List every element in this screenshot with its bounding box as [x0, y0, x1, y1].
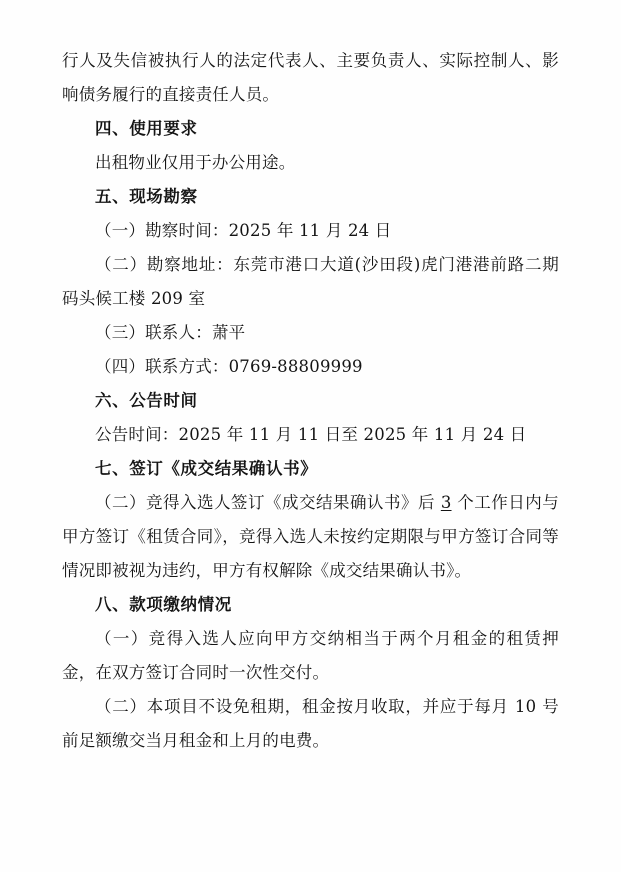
section-heading: 五、现场勘察 [95, 186, 198, 206]
underlined-text: 3 [440, 492, 452, 512]
text-run: （二）竞得入选人签订《成交结果确认书》后 [95, 492, 441, 512]
paragraph: （一）勘察时间：2025 年 11 月 24 日 [95, 220, 392, 240]
paragraph: （四）联系方式：0769-88809999 [95, 356, 363, 376]
paragraph: 出租物业仅用于办公用途。 [95, 152, 296, 172]
paragraph: 公告时间：2025 年 11 月 11 日至 2025 年 11 月 24 日 [95, 424, 527, 444]
section-heading: 七、签订《成交结果确认书》 [95, 458, 318, 478]
document-body [62, 44, 559, 758]
text-run: 个工作日内与甲方签订《租赁合同》，竞得入选人未按约定期限与甲方签订合同等情况即被视为违约，甲方有权解除《成交结果确认书》。 [62, 492, 559, 580]
paragraph: （一）竞得入选人应向甲方交纳相当于两个月租金的租赁押金，在双方签订合同时一次性交付。 [62, 628, 559, 682]
paragraph: （二）本项目不设免租期，租金按月收取，并应于每月 10 号前足额缴交当月租金和上月的电费。 [62, 696, 559, 750]
paragraph [62, 486, 559, 588]
section-heading: 四、使用要求 [95, 118, 198, 138]
section-heading: 八、款项缴纳情况 [95, 594, 232, 614]
paragraph: （三）联系人：萧平 [95, 322, 246, 342]
paragraph: （二）勘察地址：东莞市港口大道(沙田段)虎门港港前路二期码头候工楼 209 室 [62, 254, 559, 308]
paragraph: 行人及失信被执行人的法定代表人、主要负责人、实际控制人、影响债务履行的直接责任人员。 [62, 51, 559, 104]
section-heading: 六、公告时间 [95, 390, 198, 410]
